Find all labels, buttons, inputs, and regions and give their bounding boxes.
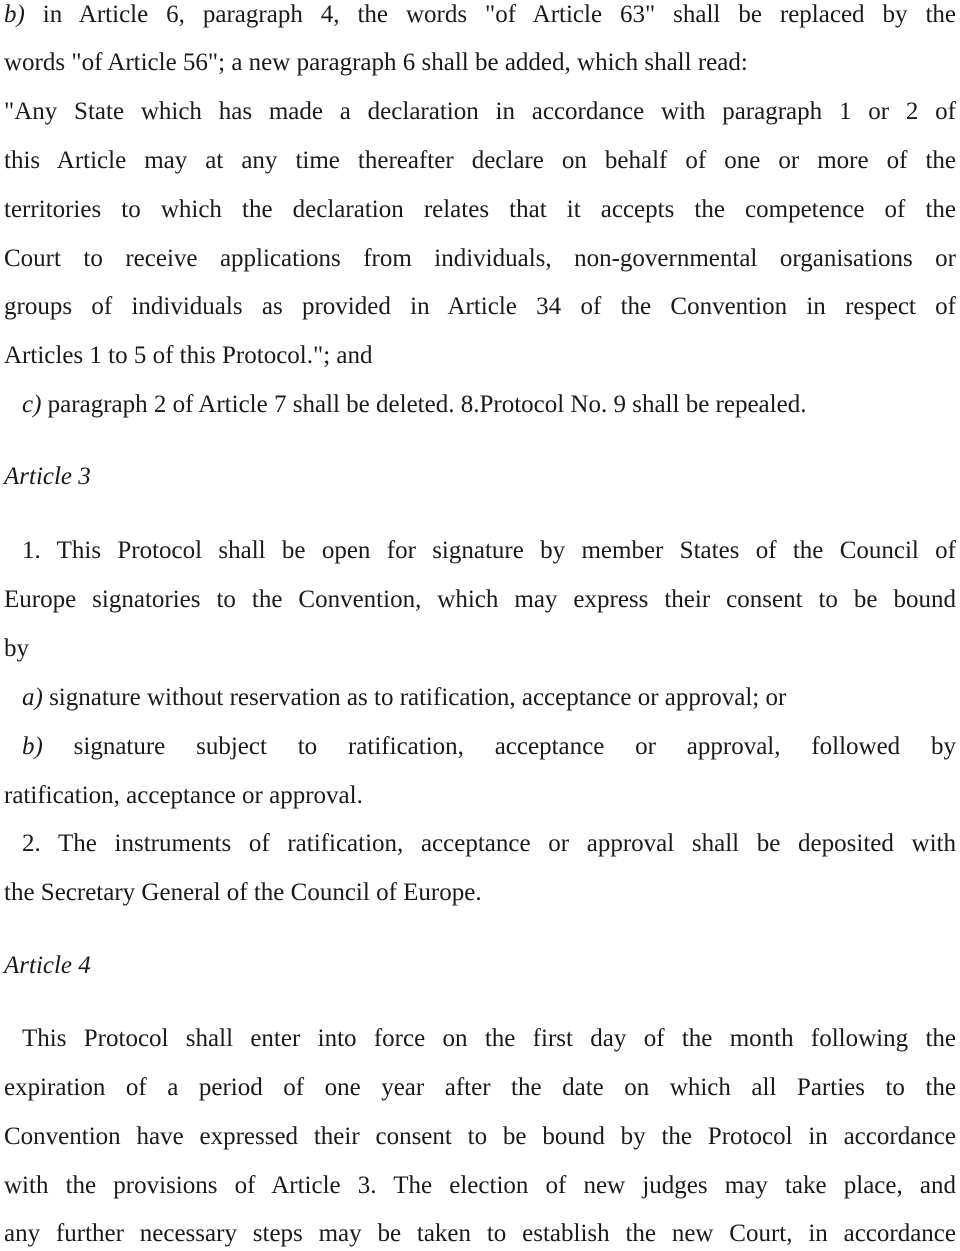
quote-line-4: Court to receive applications from individuals, non-governmental organisations or: [4, 245, 956, 272]
article-3-item-a: [22, 683, 956, 713]
item-c-line: [22, 390, 956, 420]
article-3-item-b-text-1: signature subject to ratification, acceptance or approval, followed by: [42, 733, 956, 760]
quote-line-1: "Any State which has made a declaration in accordance with paragraph 1 or 2 of: [4, 98, 956, 125]
article-3-item-b-line-2: ratification, acceptance or approval.: [4, 782, 363, 809]
item-b-text-1: in Article 6, paragraph 4, the words "of Article 63" shall be replaced by the: [24, 1, 956, 28]
quote-line-2: this Article may at any time thereafter declare on behalf of one or more of the: [4, 147, 956, 174]
item-c-text: paragraph 2 of Article 7 shall be deleted. 8.Protocol No. 9 shall be repealed.: [41, 391, 807, 418]
quote-line-3: territories to which the declaration relates that it accepts the competence of the: [4, 196, 956, 223]
item-b-marker: b): [4, 1, 25, 28]
article-3-p2-line-1: 2. The instruments of ratification, acceptance or approval shall be deposited with: [22, 830, 956, 857]
article-3-p1-line-3: by: [4, 635, 29, 662]
article-3-item-a-marker: a): [22, 684, 43, 711]
article-3-item-a-text: signature without reservation as to ratification, acceptance or approval; or: [42, 684, 787, 711]
article-4-line-1: This Protocol shall enter into force on the first day of the month following the: [22, 1025, 956, 1052]
item-b-line-1: [4, 0, 956, 30]
article-4-heading: Article 4: [4, 952, 91, 979]
article-3-item-b-line-1: [22, 732, 956, 762]
article-3-item-b-marker: b): [22, 733, 43, 760]
article-3-p2-line-2: the Secretary General of the Council of Europe.: [4, 879, 482, 906]
article-3-p1-line-1: 1. This Protocol shall be open for signature by member States of the Council of: [22, 537, 956, 564]
article-3-p1-line-2: Europe signatories to the Convention, which may express their consent to be bound: [4, 586, 956, 613]
item-c-marker: c): [22, 391, 42, 418]
quote-line-5: groups of individuals as provided in Article 34 of the Convention in respect of: [4, 293, 956, 320]
article-3-heading: Article 3: [4, 463, 91, 490]
quote-line-6: Articles 1 to 5 of this Protocol."; and: [4, 342, 373, 369]
article-4-line-3: Convention have expressed their consent to be bound by the Protocol in accordance: [4, 1123, 956, 1150]
article-4-line-4: with the provisions of Article 3. The election of new judges may take place, and: [4, 1172, 956, 1199]
article-4-line-2: expiration of a period of one year after the date on which all Parties to the: [4, 1074, 956, 1101]
article-4-line-5: any further necessary steps may be taken to establish the new Court, in accordance: [4, 1220, 956, 1247]
item-b-line-2: words "of Article 56"; a new paragraph 6 shall be added, which shall read:: [4, 49, 748, 76]
